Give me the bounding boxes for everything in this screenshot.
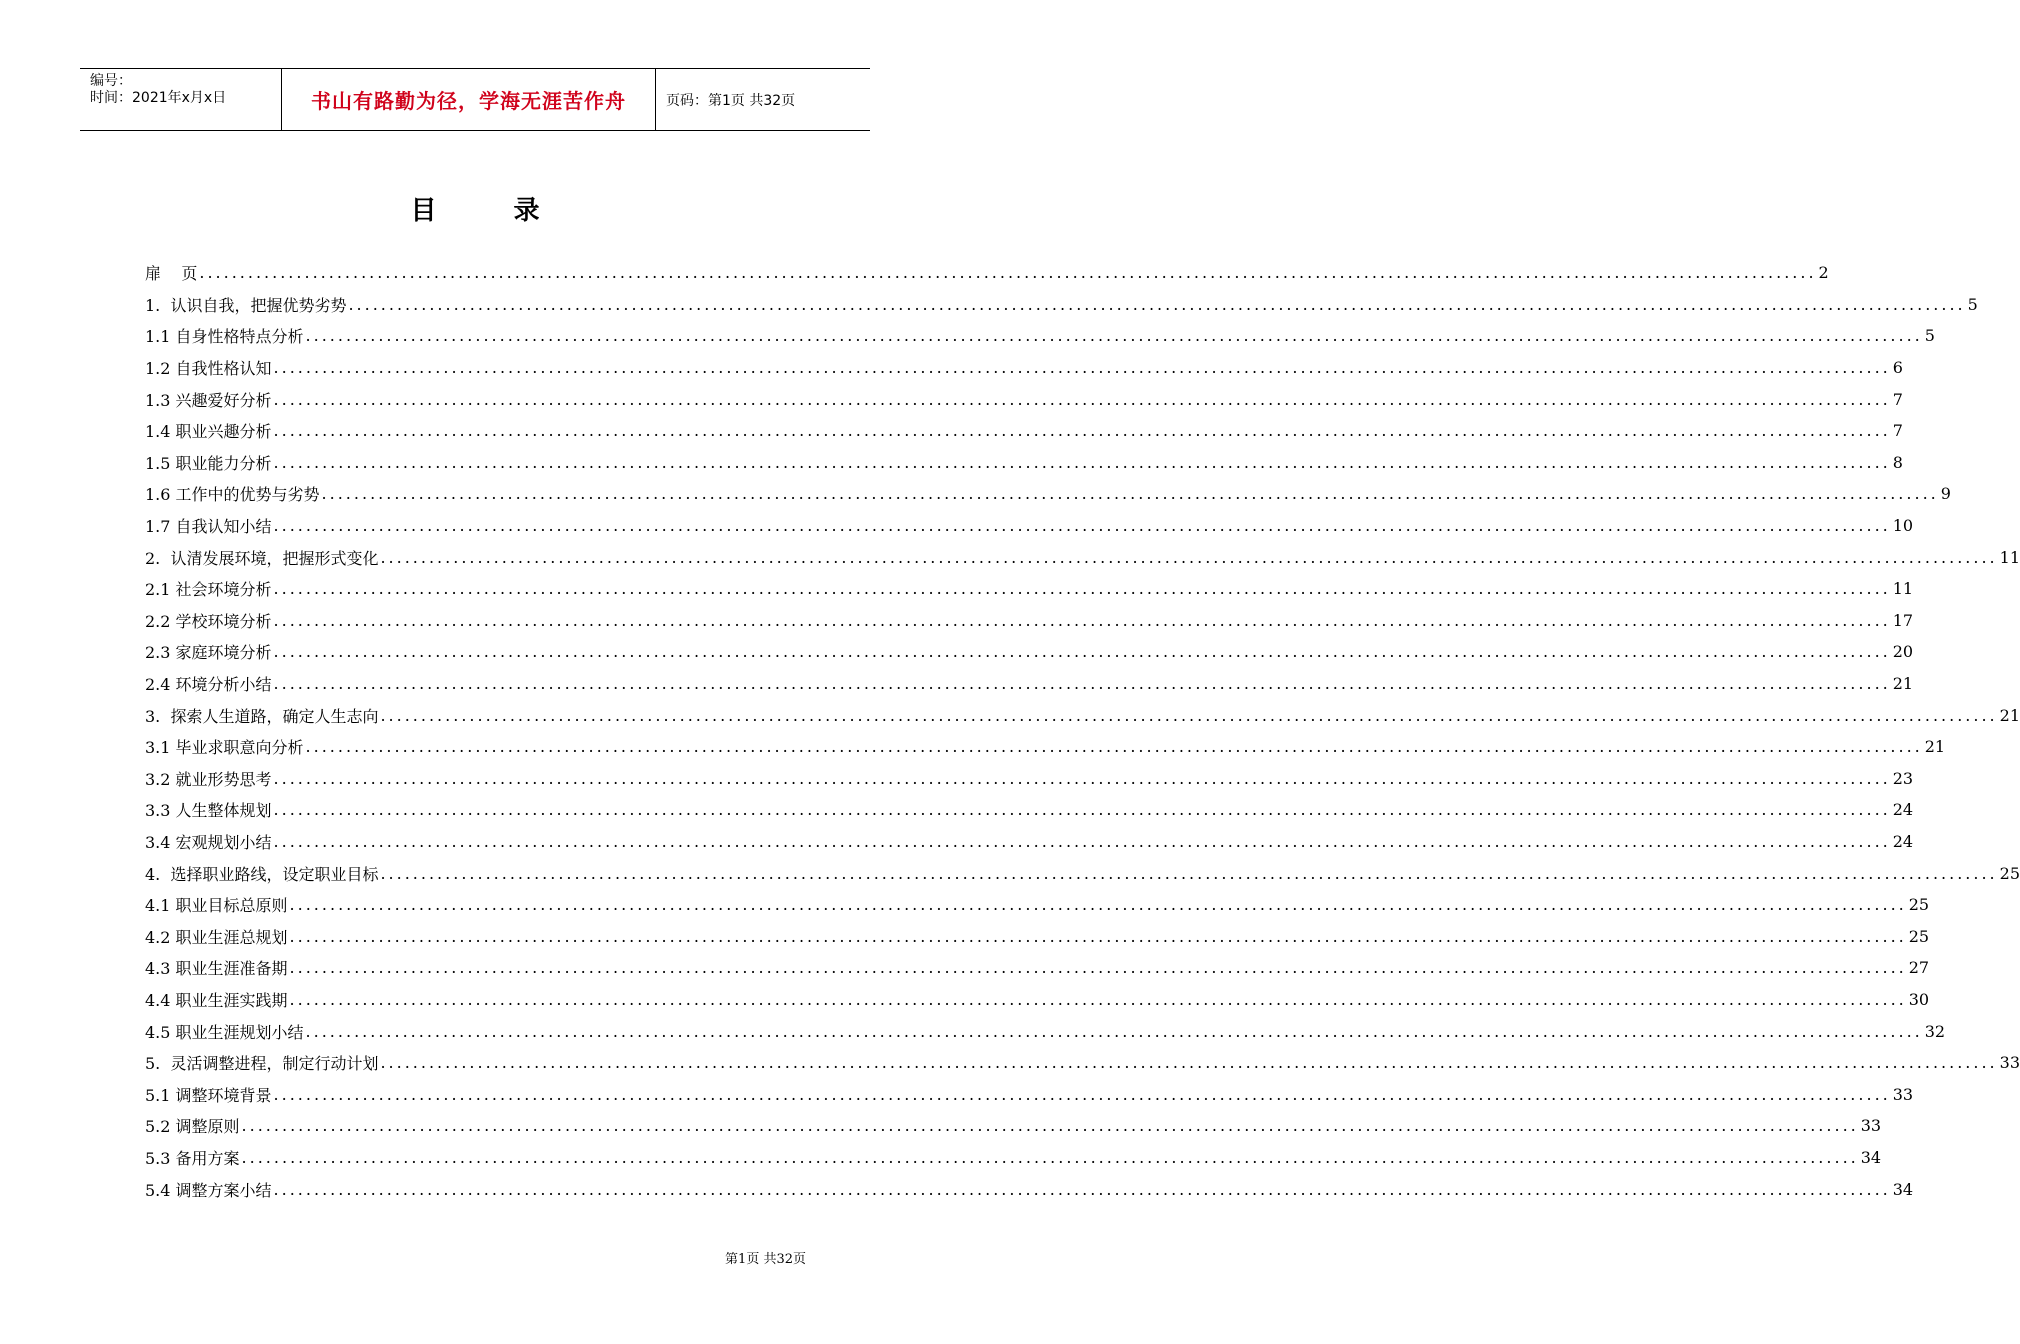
- toc-leader-dots: ........................................................................................................................................................................................................: [289, 958, 1907, 978]
- toc-entry-label: 1.1 自身性格特点分析: [145, 327, 304, 347]
- toc-entry-page: 30: [1908, 989, 1930, 1009]
- toc-entry-page: 33: [1892, 1084, 1914, 1104]
- toc-entry-label: 4.5 职业生涯规划小结: [145, 1022, 304, 1042]
- toc-entry[interactable]: [145, 763, 1914, 795]
- toc-entry[interactable]: [145, 447, 1903, 479]
- toc-leader-dots: ........................................................................................................................................................................................................: [273, 674, 1891, 694]
- page-header: [80, 68, 870, 131]
- toc-entry-page: 10: [1892, 516, 1914, 536]
- toc-entry[interactable]: [145, 699, 2020, 731]
- toc-entry-page: 33: [1860, 1116, 1882, 1136]
- toc-entry-label: 1.3 兴趣爱好分析: [145, 390, 272, 410]
- toc-entry[interactable]: [145, 857, 2020, 889]
- toc-entry[interactable]: [145, 320, 1935, 352]
- toc-entry-page: 5: [1924, 326, 1935, 346]
- toc-entry-page: 32: [1924, 1021, 1946, 1041]
- toc-entry-label: 5.1 调整环境背景: [145, 1085, 272, 1105]
- toc-entry[interactable]: [145, 510, 1914, 542]
- toc-entry-page: 34: [1892, 1179, 1914, 1199]
- page-title: 目 录: [410, 196, 574, 226]
- toc-entry-page: 21: [1892, 674, 1914, 694]
- toc-entry[interactable]: [145, 1047, 2020, 1079]
- toc-entry-label: 5.3 备用方案: [145, 1148, 240, 1168]
- toc-leader-dots: ........................................................................................................................................................................................................: [348, 294, 1966, 314]
- toc-leader-dots: ........................................................................................................................................................................................................: [199, 263, 1817, 283]
- toc-entry-label: 1.4 职业兴趣分析: [145, 422, 272, 442]
- toc-entry-page: 5: [1967, 294, 1978, 314]
- toc-entry[interactable]: [145, 731, 1946, 763]
- toc-entry-page: 21: [1999, 705, 2020, 725]
- toc-entry-label: 1.7 自我认知小结: [145, 517, 272, 537]
- toc-leader-dots: ........................................................................................................................................................................................................: [241, 1116, 1859, 1136]
- header-meta: [80, 69, 282, 130]
- toc-entry-label: 2.2 学校环境分析: [145, 611, 272, 631]
- toc-entry-page: 6: [1892, 358, 1903, 378]
- toc-leader-dots: ........................................................................................................................................................................................................: [305, 737, 1923, 757]
- toc-entry-page: 24: [1892, 831, 1914, 851]
- toc-entry[interactable]: [145, 984, 1930, 1016]
- toc-entry-label: 3. 探索人生道路，确定人生志向: [145, 706, 379, 726]
- toc-entry-label: 1.5 职业能力分析: [145, 453, 272, 473]
- toc-entry-page: 25: [1908, 895, 1930, 915]
- toc-entry-label: 5.4 调整方案小结: [145, 1180, 272, 1200]
- toc-leader-dots: ........................................................................................................................................................................................................: [273, 1179, 1891, 1199]
- toc-leader-dots: ........................................................................................................................................................................................................: [273, 610, 1891, 630]
- toc-entry-label: 1.6 工作中的优势与劣势: [145, 485, 320, 505]
- toc-leader-dots: ........................................................................................................................................................................................................: [273, 1084, 1891, 1104]
- toc-entry[interactable]: [145, 573, 1914, 605]
- toc-leader-dots: ........................................................................................................................................................................................................: [273, 452, 1891, 472]
- toc-entry-page: 34: [1860, 1147, 1882, 1167]
- toc-entry-page: 23: [1892, 768, 1914, 788]
- toc-leader-dots: ........................................................................................................................................................................................................: [273, 358, 1891, 378]
- toc-entry-label: 2. 认清发展环境，把握形式变化: [145, 548, 379, 568]
- toc-entry[interactable]: [145, 1173, 1914, 1205]
- toc-entry-label: 3.1 毕业求职意向分析: [145, 738, 304, 758]
- toc-entry-page: 33: [1999, 1053, 2020, 1073]
- toc-entry-label: 4.2 职业生涯总规划: [145, 927, 288, 947]
- toc-entry-label: 4.3 职业生涯准备期: [145, 959, 288, 979]
- toc-leader-dots: ........................................................................................................................................................................................................: [273, 642, 1891, 662]
- toc-leader-dots: ........................................................................................................................................................................................................: [273, 768, 1891, 788]
- table-of-contents: [145, 257, 2020, 1205]
- toc-entry[interactable]: [145, 289, 1978, 321]
- toc-entry[interactable]: [145, 415, 1903, 447]
- toc-entry-label: 4. 选择职业路线，设定职业目标: [145, 864, 379, 884]
- toc-leader-dots: ........................................................................................................................................................................................................: [305, 326, 1923, 346]
- toc-entry[interactable]: [145, 352, 1903, 384]
- toc-entry-page: 11: [1892, 579, 1914, 599]
- toc-entry[interactable]: [145, 952, 1930, 984]
- toc-entry[interactable]: [145, 794, 1914, 826]
- toc-entry-page: 9: [1940, 484, 1951, 504]
- toc-leader-dots: ........................................................................................................................................................................................................: [273, 579, 1891, 599]
- toc-entry-label: 3.2 就业形势思考: [145, 769, 272, 789]
- toc-entry[interactable]: [145, 383, 1903, 415]
- toc-entry-page: 2: [1818, 263, 1829, 283]
- toc-entry[interactable]: [145, 478, 1951, 510]
- page-footer: 第1页 共32页: [725, 1252, 806, 1267]
- toc-entry[interactable]: [145, 668, 1914, 700]
- toc-entry-label: 2.1 社会环境分析: [145, 580, 272, 600]
- toc-leader-dots: ........................................................................................................................................................................................................: [289, 895, 1907, 915]
- time-label: 时间：2021年x月x日: [90, 90, 227, 106]
- toc-entry-label: 3.3 人生整体规划: [145, 801, 272, 821]
- toc-leader-dots: ........................................................................................................................................................................................................: [380, 863, 1998, 883]
- toc-entry-label: 5.2 调整原则: [145, 1117, 240, 1137]
- toc-entry[interactable]: [145, 541, 2020, 573]
- toc-entry-page: 20: [1892, 642, 1914, 662]
- toc-entry[interactable]: [145, 1078, 1914, 1110]
- toc-entry-label: 3.4 宏观规划小结: [145, 832, 272, 852]
- toc-entry-page: 25: [1999, 863, 2020, 883]
- toc-entry[interactable]: [145, 920, 1930, 952]
- toc-entry-label: 扉 页: [145, 264, 198, 284]
- toc-leader-dots: ........................................................................................................................................................................................................: [273, 389, 1891, 409]
- toc-entry[interactable]: [145, 257, 1829, 289]
- toc-entry[interactable]: [145, 605, 1914, 637]
- toc-entry-page: 24: [1892, 800, 1914, 820]
- toc-entry-label: 5. 灵活调整进程，制定行动计划: [145, 1054, 379, 1074]
- toc-leader-dots: ........................................................................................................................................................................................................: [273, 516, 1891, 536]
- toc-leader-dots: ........................................................................................................................................................................................................: [273, 800, 1891, 820]
- toc-entry-label: 2.4 环境分析小结: [145, 675, 272, 695]
- toc-leader-dots: ........................................................................................................................................................................................................: [273, 421, 1891, 441]
- toc-entry[interactable]: [145, 1110, 1882, 1142]
- toc-entry[interactable]: [145, 1142, 1882, 1174]
- toc-leader-dots: ........................................................................................................................................................................................................: [289, 989, 1907, 1009]
- toc-leader-dots: ........................................................................................................................................................................................................: [289, 926, 1907, 946]
- header-page-label: 页码：第1页 共32页: [666, 92, 796, 109]
- toc-leader-dots: ........................................................................................................................................................................................................: [241, 1147, 1859, 1167]
- toc-entry-label: 1.2 自我性格认知: [145, 359, 272, 379]
- toc-entry-page: 25: [1908, 926, 1930, 946]
- toc-entry-label: 1. 认识自我，把握优势劣势: [145, 295, 347, 315]
- header-page-cell: [656, 69, 870, 130]
- toc-entry[interactable]: [145, 826, 1914, 858]
- toc-entry-page: 27: [1908, 958, 1930, 978]
- toc-leader-dots: ........................................................................................................................................................................................................: [380, 1053, 1998, 1073]
- toc-entry-label: 4.1 职业目标总原则: [145, 896, 288, 916]
- toc-leader-dots: ........................................................................................................................................................................................................: [380, 705, 1998, 725]
- header-motto-cell: [282, 69, 656, 130]
- toc-entry-page: 17: [1892, 610, 1914, 630]
- toc-entry-page: 8: [1892, 452, 1903, 472]
- motto-text: 书山有路勤为径，学海无涯苦作舟: [311, 89, 626, 113]
- toc-leader-dots: ........................................................................................................................................................................................................: [380, 547, 1998, 567]
- toc-leader-dots: ........................................................................................................................................................................................................: [321, 484, 1939, 504]
- toc-leader-dots: ........................................................................................................................................................................................................: [273, 831, 1891, 851]
- toc-entry-page: 21: [1924, 737, 1946, 757]
- toc-entry-label: 2.3 家庭环境分析: [145, 643, 272, 663]
- toc-entry[interactable]: [145, 1015, 1946, 1047]
- toc-entry-page: 11: [1999, 547, 2020, 567]
- toc-entry[interactable]: [145, 889, 1930, 921]
- toc-entry-page: 7: [1892, 421, 1903, 441]
- toc-leader-dots: ........................................................................................................................................................................................................: [305, 1021, 1923, 1041]
- toc-entry-page: 7: [1892, 389, 1903, 409]
- number-label: 编号：: [90, 73, 132, 89]
- toc-entry-label: 4.4 职业生涯实践期: [145, 990, 288, 1010]
- toc-entry[interactable]: [145, 636, 1914, 668]
